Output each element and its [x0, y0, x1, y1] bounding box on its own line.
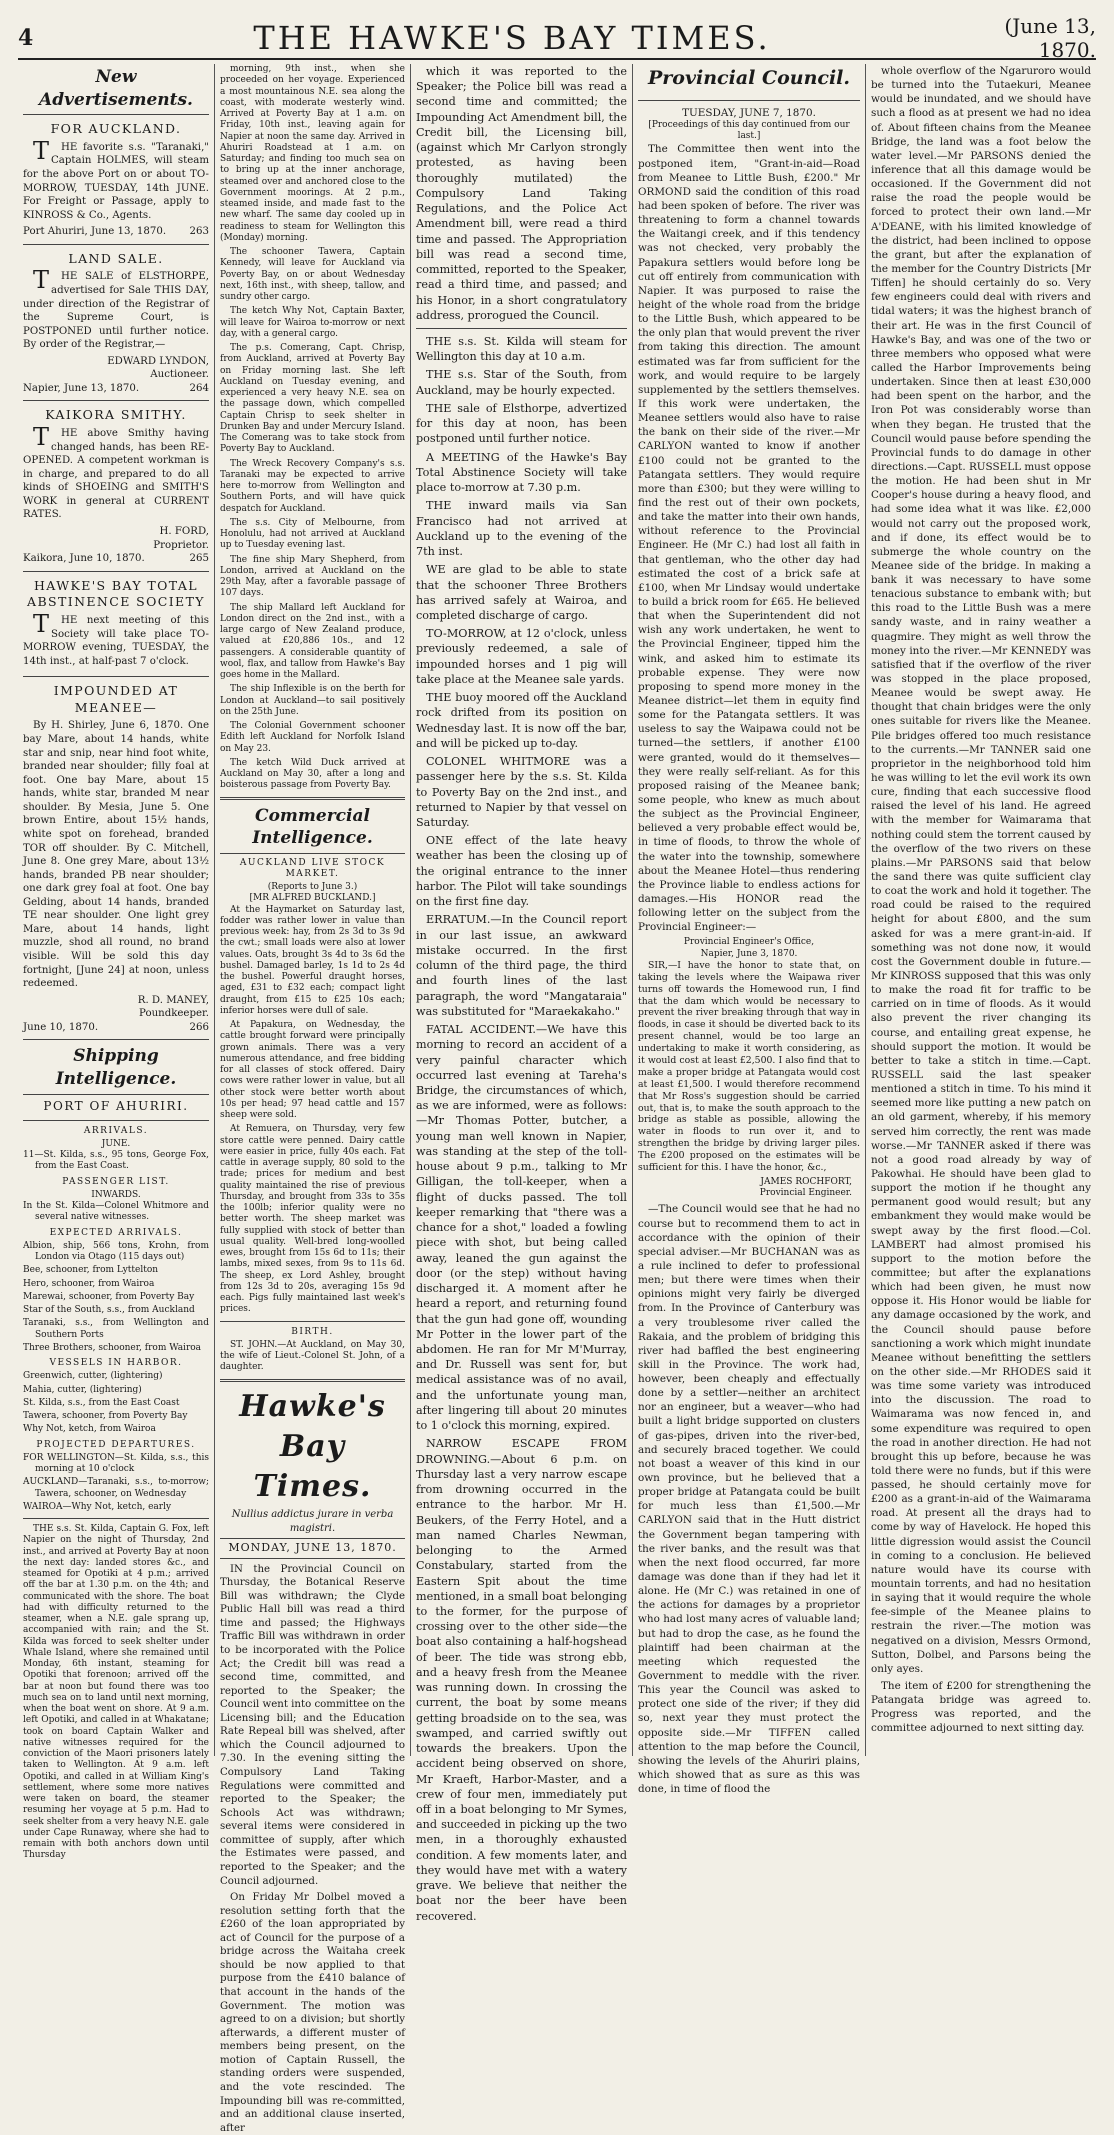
ad-number: 263	[189, 226, 209, 238]
masthead	[18, 14, 1096, 62]
shipping-intelligence-heading: Shipping Intelligence.	[23, 1045, 209, 1094]
shipping-paragraph: The Colonial Government schooner Edith left Auckland for Norfolk Island on May 23.	[220, 721, 405, 754]
vessel-entry: Why Not, ketch, from Wairoa	[23, 1424, 156, 1435]
news-paragraph: TO-MORROW, at 12 o'clock, unless previously redeemed, a sale of impounded horses and 1 pig will take place at the Meanee sale yards.	[416, 627, 627, 686]
vessel-entry: Greenwich, cutter, (lightering)	[23, 1371, 163, 1382]
news-paragraph: ERRATUM.—In the Council report in our last issue, an awkward mistake occurred. In the first column of the third page, the third and fourth lines of the last paragraph, the word "Mangataraia" was substituted for "Maraekakaho."	[416, 913, 627, 1018]
ad-impounded	[23, 683, 209, 1040]
news-paragraph: THE s.s. Star of the South, from Auckland, may be hourly expected.	[416, 368, 627, 397]
expected-arrivals-heading: EXPECTED ARRIVALS.	[49, 1227, 183, 1238]
shipping-paragraph: The Wreck Recovery Company's s.s. Taranaki may be expected to arrive here to-morrow from Wellington and Southern Ports, and will have quick despatch for Auckland.	[220, 458, 405, 514]
news-paragraph: ONE effect of the late heavy weather has been the closing up of the original entrance to the inner harbor. The Pilot will take soundings on the first fine day.	[416, 834, 627, 909]
editorial-date: MONDAY, JUNE 13, 1870.	[220, 1538, 405, 1559]
departure-entry: WAIROA—Why Not, ketch, early	[23, 1501, 172, 1512]
council-paragraph: —The Council would see that he had no course but to recommend them to act in accordance with the opinion of their special adviser.—Mr BUCHANAN was as a rule inclined to defer to professional men; but there were times when their opinions might very fairly be diverged from. In the Province of Canterbury was a very troublesome river called the Rakaia, and the problem of bridging this river had baffled the best engineering skill in the Province. The work had, however, been cheaply and effectually done by a settler—neither an architect nor an engineer, but a weaver—who had built a light bridge supported on clusters of gas-pipes, driven into the river-bed, and securely braced together. We could not boast a weaver of this kind in our own province, but he believed that a proper bridge at Patangata could be built for much less than £1,500.—Mr CARLYON said that in the Hutt district the Government began tampering with the river banks, and the result was that when the next flood occurred, far more damage was done than if they had let it alone. He (Mr C.) was retained in one of the actions for damages by a proprietor who had lost many acres of valuable land; but had to drop the case, as he found the plaintiff had been chairman at the meeting which requested the Government to meddle with the river. This year the Council was asked to protect one side of the river; if they did so, next year they must protect the opposite side.—Mr TIFFEN called attention to the map before the Council, showing the levels of the Ahuriri plains, which showed that as sure as this was done, in time of flood the	[638, 1203, 860, 1796]
ad-title: KAIKORA SMITHY.	[45, 407, 187, 423]
ad-place: June 10, 1870.	[23, 1021, 99, 1033]
letter-signature-role: Provincial Engineer.	[759, 1188, 852, 1199]
commercial-intelligence-heading: Commercial Intelligence.	[220, 805, 405, 854]
letter-heading: Provincial Engineer's Office,	[683, 937, 815, 948]
divider	[638, 100, 860, 101]
departure-entry: FOR WELLINGTON—St. Kilda, s.s., this morning at 10 o'clock	[23, 1452, 209, 1475]
news-paragraph: WE are glad to be able to state that the schooner Three Brothers has arrived safely at Wairoa, and completed discharge of cargo.	[416, 563, 627, 622]
arrival-entry: 11—St. Kilda, s.s., 95 tons, George Fox, from the East Coast.	[23, 1150, 209, 1172]
ad-place: Napier, June 13, 1870.	[23, 382, 140, 394]
newspaper-title: THE HAWKE'S BAY TIMES.	[253, 19, 771, 57]
divider	[220, 1379, 405, 1382]
editorial-paper-title: Hawke's Bay Times.	[239, 1388, 386, 1504]
news-paragraph: COLONEL WHITMORE was a passenger here by the s.s. St. Kilda to Poverty Bay on the 2nd inst., and returned to Napier by that vessel on Saturday.	[416, 755, 627, 830]
ad-footer	[23, 552, 209, 566]
market-paragraph: At the Haymarket on Saturday last, fodder was rather lower in value than previous week: hay, from 2s 3d to 3s 9d the cwt.; small loads were also at lower values. Oats, brought 3s 4d to 3s 6d the bushel. Damaged barley, 1s 1d to 2s 4d the bushel. Powerful draught horses, aged, £31 to £32 each; compact light draught, from £15 to £25 10s each; inferior horses were dull of sale.	[220, 904, 405, 1016]
shipping-paragraph: The fine ship Mary Shepherd, from London, arrived at Auckland on the 29th May, after a favorable passage of 107 days.	[220, 554, 405, 599]
council-note: [Proceedings of this day continued from our last.]	[648, 119, 850, 142]
editorial-paragraph: IN the Provincial Council on Thursday, the Botanical Reserve Bill was withdrawn; the Clyde Public Hall bill was read a third time and passed; the Highways Traffic Bill was withdrawn in order to be incorporated with the Police Act; the Credit bill was read a second time, committed, and reported to the Speaker; the Council went into committee on the Licensing bill; and the Education Rate Repeal bill was shelved, after which the Council adjourned to 7.30. In the evening sitting the Compulsory Land Taking Regulations were committed and reported to the Speaker; the Schools Act was withdrawn; several items were considered in committee of supply, after which the Estimates were passed, and reported to the Speaker; and the Council adjourned.	[220, 1563, 405, 1887]
shipping-paragraph: morning, 9th inst., when she proceeded on her voyage. Experienced a most mountainous N.E. sea along the coast, with moderate westerly wind. Arrived at Poverty Bay at 1 a.m. on Friday, 10th inst., leaving again for Napier at noon the same day. Arrived in Ahuriri Roadstead at 1 a.m. on Saturday; and finding too much sea on to bring up at the inner anchorage, steamed over and anchored close to the Government moorings. At 2 p.m., steamed inside, and made fast to the new wharf. The same day cooled up in readiness to steam for Wellington this (Monday) morning.	[220, 64, 405, 243]
expected-entry: Hero, schooner, from Wairoa	[23, 1278, 155, 1289]
ad-body: T HE next meeting of this Society will take place TO-MORROW evening, TUESDAY, the 14th inst., at half-past 7 o'clock.	[23, 609, 209, 667]
drop-cap: T	[33, 266, 50, 295]
divider	[220, 1321, 405, 1322]
expected-entry: Star of the South, s.s., from Auckland	[23, 1305, 195, 1316]
shipping-paragraph: The s.s. City of Melbourne, from Honolulu, had not arrived at Auckland up to Tuesday evening last.	[220, 517, 405, 551]
expected-entry: Albion, ship, 566 tons, Krohn, from London via Otago (115 days out)	[23, 1240, 209, 1263]
ad-signature: R. D. MANEY,	[137, 994, 209, 1006]
council-date: TUESDAY, JUNE 7, 1870.	[682, 106, 816, 119]
shipping-report: THE s.s. St. Kilda, Captain G. Fox, left Napier on the night of Thursday, 2nd inst., and arrived at Poverty Bay at noon the next day: landed stores &c., and steamed for Opotiki at 4 p.m.; arrived off the bar at 1.30 p.m. on the 4th; and communicated with the shore. The boat had with difficulty returned to the steamer, when a N.E. gale sprang up, accompanied with rain; and the St. Kilda was forced to seek shelter under Whale Island, where she remained until Monday, 6th instant, steaming for Opotiki that forenoon; arrived off the bar at noon but found there was too much sea on to land until next morning, when the boat went on shore. At 9 a.m. left Opotiki, and called in at Whakatane; took on board Captain Walker and native witnesses required for the conviction of the Maori prisoners lately taken to Wellington. At 9 a.m. left Opotiki, and called in at William King's settlement, where some more natives were taken on board, the steamer resuming her voyage at 5 p.m. Had to seek shelter from a very heavy N.E. gale under Cape Runaway, where she had to remain with both anchors down until Thursday	[23, 1524, 209, 1861]
column-5	[865, 64, 1096, 1756]
expected-entry: Bee, schooner, from Lyttelton	[23, 1265, 159, 1276]
ad-number: 265	[189, 553, 209, 565]
column-1	[18, 64, 214, 1861]
council-paragraph: The Committee then went into the postponed item, "Grant-in-aid—Road from Meanee to Little Bush, £200." Mr ORMOND said the condition of this road had been spoken of before. The river was threatening to form a channel towards the Waitangi creek, and if this tendency was not checked, very probably the Papakura settlers would before long be cut off entirely from communication with Napier. It was purposed to raise the height of the whole road from the bridge to the Little Bush, which appeared to be the only plan that would prevent the river from taking this direction. The amount estimated was far from sufficient for the work, and would require to be largely supplemented by the settlers themselves. If this work were undertaken, the Meanee settlers would also have to raise the bank on their side of the river.—Mr CARLYON wanted to know if another £100 could not be granted to the Patangata settlers. They would require more than £300; but they were willing to find the rest out of their own pockets, and take the matter into their own hands, without reference to the Provincial Engineer. He (Mr C.) had lost all faith in that gentleman, who the other day had estimated the cost of a brick safe at £100, when Mr Lindsay would undertake to build a brick room for £65. He believed that when the Superintendent did not wish any work undertaken, he went to the Provincial Engineer, tipped him the wink, and asked him to estimate its probable expense. They were now proposing to spend more money in the Meanee district—let them in equity find some for the Patangata settlers. It was useless to say the Waipawa could not be turned—the settlers, if another £100 were granted, would do it themselves—they were really self-reliant. As for this proposed raising of the Meanee bank; some people, who knew as much about the subject as the Provincial Engineer, believed a very probable effect would be, in time of floods, to throw the whole of the water into the township, somewhere about the Meanee Hotel—thus rendering the Province liable to endless actions for damages.—His HONOR read the following letter on the subject from the Provincial Engineer:—	[638, 143, 860, 934]
inwards-entry: In the St. Kilda—Colonel Whitmore and several native witnesses.	[23, 1201, 209, 1223]
ad-signature: H. FORD,	[159, 526, 209, 538]
issue-date: (June 13, 1870.	[1004, 14, 1096, 62]
column-2	[214, 64, 410, 2134]
ad-abstinence-society	[23, 578, 209, 678]
drop-cap: T	[33, 423, 50, 452]
divider	[23, 1518, 209, 1519]
ad-body: T HE favorite s.s. "Taranaki," Captain HOLMES, will steam for the above Port on or about TO-MORROW, TUESDAY, 14th JUNE. For Freight or Passage, apply to KINROSS & Co., Agents.	[23, 136, 209, 221]
vessel-entry: St. Kilda, s.s., from the East Coast	[23, 1397, 180, 1408]
birth-heading: BIRTH.	[291, 1326, 334, 1337]
engineer-letter: SIR,—I have the honor to state that, on taking the levels where the Waipawa river turns off towards the Homewood run, I find that the dam which would be necessary to prevent the river breaking through that way in floods, in case it should be diverted back to its present channel, would be too large an undertaking to make it worth considering, as it would cost at least £2,500. I also find that to make a proper bridge at Patangata would cost at least £1,500. I would therefore recommend that Mr Ross's suggestion should be carried out, that is, to make the south approach to the bridge as stable as possible, allowing the water in floods to run over it, and to strengthen the bridge by driving larger piles. The £200 proposed on the estimates will be sufficient for this. I have the honor, &c.,	[638, 959, 860, 1173]
letter-signature: JAMES ROCHFORT,	[760, 1176, 852, 1187]
market-title: AUCKLAND LIVE STOCK MARKET.	[239, 857, 386, 879]
drop-cap: T	[33, 136, 50, 165]
paper-motto: Nullius addictus jurare in verba magistri.	[231, 1509, 394, 1534]
ad-body: By H. Shirley, June 6, 1870. One bay Mare, about 14 hands, white star and snip, near hind foot white, branded near shoulder; filly foal at foot. One bay Mare, about 15 hands, white star, branded M near shoulder. By Mesia, June 5. One brown Entire, about 15½ hands, white spot on forehead, branded TOR off shoulder. By C. Mitchell, June 8. One grey Mare, about 13½ hands, branded PB near shoulder; one dark grey foal at foot. One bay Gelding, about 14 hands, branded TE near shoulder. One light grey Mare, about 14 hands, light muzzle, shod all round, no brand visible. Will be sold this day fortnight, [June 24] at noon, unless redeemed.	[23, 720, 209, 990]
ad-kaikora-smithy	[23, 407, 209, 571]
ad-footer	[23, 1021, 209, 1035]
shipping-paragraph: The ship Inflexible is on the berth for London at Auckland—to sail positively on the 25th June.	[220, 684, 405, 717]
column-3	[410, 64, 632, 1923]
news-paragraph: A MEETING of the Hawke's Bay Total Abstinence Society will take place to-morrow at 7.30 p.m.	[416, 450, 627, 495]
ad-signature: EDWARD LYNDON,	[107, 355, 209, 367]
shipping-paragraph: The schooner Tawera, Captain Kennedy, will leave for Auckland via Poverty Bay, on or about Wednesday next, 16th inst., with sheep, tallow, and sundry other cargo.	[220, 247, 405, 302]
new-advertisements-heading: New Advertisements.	[23, 66, 209, 115]
shipping-paragraph: The ship Mallard left Auckland for London direct on the 2nd inst., with a large cargo of New Zealand produce, valued at £20,886 10s., and 12 passengers. A considerable quantity of wool, flax, and tallow from Hawke's Bay goes home in the Mallard.	[220, 602, 405, 680]
arrivals-heading: ARRIVALS.	[83, 1125, 149, 1136]
provincial-council-heading: Provincial Council.	[647, 67, 850, 89]
ad-signature-role: Auctioneer.	[150, 369, 209, 381]
news-paragraph: THE sale of Elsthorpe, advertized for this day at noon, has been postponed until further notice.	[416, 401, 627, 446]
expected-entry: Marewai, schooner, from Poverty Bay	[23, 1291, 195, 1302]
ad-place: Port Ahuriri, June 13, 1870.	[23, 226, 167, 238]
ad-land-sale	[23, 251, 209, 402]
news-paragraph: THE inward mails via San Francisco had not arrived at Auckland up to the evening of the 7th inst.	[416, 499, 627, 559]
market-reporter: [MR ALFRED BUCKLAND.]	[249, 893, 376, 904]
news-paragraph: THE buoy moored off the Auckland rock drifted from its position on Wednesday last. It is now off the bar, and will be picked up to-day.	[416, 691, 627, 750]
editorial-paragraph: On Friday Mr Dolbel moved a resolution setting forth that the £260 of the loan appropriated by act of Council for the purpose of a bridge across the Waitaha creek should be now applied to that purpose from the £410 balance of that account in the hands of the Government. The motion was agreed to on a division; but shortly afterwards, a different muster of members being present, on the motion of Captain Russell, the standing orders were suspended, and the vote rescinded. The Impounding bill was re-committed, and an additional clause inserted, after	[220, 1892, 405, 2134]
shipping-paragraph: The p.s. Comerang, Capt. Chrisp, from Auckland, arrived at Poverty Bay on Friday morning last. She left Auckland on Tuesday evening, and experienced a very heavy N.E. sea on the passage down, which compelled Captain Chrisp to seek shelter in Drunken Bay and under Mercury Island. The Comerang was to take stock from Poverty Bay to Auckland.	[220, 343, 405, 455]
ad-title: IMPOUNDED AT MEANEE—	[53, 683, 179, 715]
news-paragraph: THE s.s. St. Kilda will steam for Wellington this day at 10 a.m.	[416, 334, 627, 364]
market-paragraph: At Papakura, on Wednesday, the cattle brought forward were principally grown animals. There was a very numerous attendance, and free bidding for all classes of stock offered. Dairy cows were rather lower in value, but all other stock were better worth about 10s per head; 97 head cattle and 157 sheep were sold.	[220, 1020, 405, 1121]
ad-body: T HE above Smithy having changed hands, has been RE-OPENED. A competent workman is in charge, and prepared to do all kinds of SHOEING and SMITH'S WORK in general at CURRENT RATES.	[23, 423, 209, 521]
ad-signature-role: Proprietor.	[153, 539, 209, 551]
ad-number: 266	[189, 1021, 209, 1033]
divider	[220, 797, 405, 800]
ad-body: T HE SALE of ELSTHORPE, advertised for Sale THIS DAY, under direction of the Registrar of the Supreme Court, is POSTPONED until further notice. By order of the Registrar,—	[23, 266, 209, 351]
vessel-entry: Mahia, cutter, (lightering)	[23, 1384, 142, 1395]
ad-title: FOR AUCKLAND.	[50, 121, 182, 137]
ad-title: HAWKE'S BAY TOTAL ABSTINENCE SOCIETY	[27, 577, 205, 610]
divider	[23, 1120, 209, 1121]
expected-entry: Three Brothers, schooner, from Wairoa	[23, 1342, 202, 1353]
ad-number: 264	[189, 382, 209, 394]
council-paragraph: whole overflow of the Ngaruroro would be turned into the Tutaekuri, Meanee would be inundated, and we should have such a flood as at present we had no idea of. About fifteen chains from the Meanee Bridge, the land was a foot below the water level.—Mr PARSONS denied the inference that all this damage would be occasioned. If the Government did not raise the road the people would be forced to protect their own land.—Mr A'DEANE, with his limited knowledge of the district, had been inclined to oppose the grant, but after the explanation of the member for the Country Districts [Mr Tiffen] he should certainly do so. Very few engineers could deal with rivers and tidal waters; it was the highest branch of their art. He was in the first Council of Hawke's Bay, and was one of the two or three members who opposed what were called the Harbor Improvements being undertaken. Since then at least £30,000 had been spent on the harbor, and the Iron Pot was considerably worse than when they began. He trusted that the Council would pause before spending the Provincial funds to do damage in other directions.—Capt. RUSSELL must oppose the motion. He had been shut in Mr Cooper's house during a heavy flood, and had some idea what it was like. £2,000 would not carry out the proposed work, and if done, its effect would be to submerge the whole country on the Meanee side of the bridge. In making a bank it was necessary to have some tenacious substance to embank with; but this road to the Little Bush was a mere sandy waste, and in rainy weather a quagmire. They might as well throw the money into the river.—Mr KENNEDY was satisfied that if the overflow of the river was stopped in the place proposed, Meanee would be swept away. He thought that chain bridges were the only ones suitable for rivers like the Meanee. Pile bridges offered too much resistance to the currents.—Mr TANNER said one proprietor in the neighborhood told him he was willing to let the evil work its own cure, finding that each successive flood raised the level of his land. He agreed with the member for Waimarama that nothing could stem the torrent caused by the overflow of the two rivers on these plains.—Mr PARSONS said that below the sand there was quite sufficient clay to coat the work and hold it together. The road could be raised to the required height for about £800, and the sum asked for was a mere grant-in-aid. If something was not done now, it would cost the Government double in future.—Mr KINROSS supposed that this was only to make the road fit for traffic to be carried on in time of floods. As it would also prevent the river changing its course, and entailing great expense, he should support the motion. It would be better to take a stitch in time.—Capt. RUSSELL said the last speaker mentioned a stitch in time. To his mind it seemed more like putting a new patch on an old garment, whereby, if his memory served him correctly, the rent was made worse.—Mr TANNER asked if there was not a good road already by way of Pakowhai. He should have been glad to support the motion if he thought any permanent good would result; but any embankment they would make would be swept away by the first flood.—Col. LAMBERT had almost promised his support to the motion before the committee; but after the explanations which had been given, he must now oppose it. His Honor would be liable for any damage occasioned by the work, and the Council should pause before sanctioning a work which might inundate Meanee without benefitting the settlers on the other side.—Mr RHODES said it was time some variety was introduced into the discussion. The road to Waimarama was now fenced in, and some expenditure was required to open the road in another direction. He had not brought this up before, because he was told there were no funds, but if this were passed, he should certainly move for £200 as a grant-in-aid of the Waimarama road. At present all the drays had to come by way of Havelock. He hoped this little digression would assist the Council in coming to a conclusion. He believed nature would have its course with mountain torrents, and had no hesitation in saying that it would require the whole fee-simple of the Meanee plains to restrain the river.—The motion was negatived on a division, Messrs Ormond, Sutton, Dolbel, and Parsons being the only ayes.	[871, 65, 1091, 1675]
ad-for-auckland	[23, 121, 209, 245]
ad-title: LAND SALE.	[68, 250, 164, 266]
expected-entry: Taranaki, s.s., from Wellington and Southern Ports	[23, 1318, 209, 1340]
projected-departures-heading: PROJECTED DEPARTURES.	[36, 1439, 196, 1450]
drop-cap: T	[33, 609, 50, 638]
vessels-in-harbor-heading: VESSELS IN HARBOR.	[49, 1358, 183, 1369]
departure-entry: AUCKLAND—Taranaki, s.s., to-morrow; Tawera, schooner, on Wednesday	[23, 1477, 209, 1499]
ad-place: Kaikora, June 10, 1870.	[23, 553, 145, 565]
birth-notice: ST. JOHN.—At Auckland, on May 30, the wife of Lieut.-Colonel St. John, of a daughter.	[220, 1339, 405, 1373]
inwards-heading: INWARDS.	[91, 1189, 141, 1200]
arrivals-month: JUNE.	[101, 1138, 131, 1149]
ad-footer	[23, 225, 209, 239]
column-4	[632, 64, 865, 1796]
news-paragraph: NARROW ESCAPE FROM DROWNING.—About 6 p.m. on Thursday last a very narrow escape from drowning occurred in the entrance to the harbor. Mr H. Beukers, of the Ferry Hotel, and a man named Charles Newman, belonging to the Armed Constabulary, started from the Eastern Spit about the time mentioned, in a small boat belonging to the former, for the purpose of crossing over to the other side—the boat also containing a half-hogshead of beer. The tide was strong ebb, and a heavy fresh from the Meanee was running down. In crossing the current, the boat by some means getting broadside on to the sea, was swamped, and carried swiftly out towards the breakers. Upon the accident being observed on shore, Mr Kraeft, Harbor-Master, and a crew of four men, immediately put off in a boat belonging to Mr Symes, and succeeded in picking up the two men, in a thoroughly exhausted condition. A few moments later, and they would have met with a watery grave. We believe that neither the boat nor the beer have been recovered.	[416, 1437, 627, 1923]
ad-footer	[23, 382, 209, 396]
shipping-paragraph: The ketch Wild Duck arrived at Auckland on May 30, after a long and boisterous passage from Poverty Bay.	[220, 757, 405, 791]
letter-heading-date: Napier, June 3, 1870.	[700, 948, 798, 959]
passenger-list-heading: PASSENGER LIST.	[62, 1176, 170, 1187]
divider	[416, 328, 627, 329]
vessel-entry: Tawera, schooner, from Poverty Bay	[23, 1411, 188, 1422]
ad-signature-role: Poundkeeper.	[139, 1008, 209, 1020]
port-heading: PORT OF AHURIRI.	[43, 1098, 189, 1113]
news-paragraph: FATAL ACCIDENT.—We have this morning to record an accident of a very painful character which occurred last evening at Tareha's Bridge, the circumstances of which, as we are informed, were as follows:—Mr Thomas Potter, butcher, a young man well known in Napier, was standing at the step of the toll-house about 9 p.m., talking to Mr Gilligan, the toll-keeper, when a flight of ducks passed. The toll keeper remarking that "there was a chance for a shot," loaded a fowling piece with shot, but being called away, leaned the gun against the door (or the step) without having discharged it. A moment after he heard a report, and returning found that the gun had gone off, wounding Mr Potter in the lower part of the abdomen. He ran for Mr M'Murray, and Dr. Russell was sent for, but medical assistance was of no avail, and the unfortunate young man, after lingering till about 20 minutes to 1 o'clock this morning, expired.	[416, 1023, 627, 1433]
market-paragraph: At Remuera, on Thursday, very few store cattle were penned. Dairy cattle were easier in price, fully 40s each. Fat cattle in average supply, 80 sold to the trade; prices for medium and best quality maintained the rise of previous Thursday, and brought from 33s to 35s the 100lb; inferior quality were no better worth. The sheep market was fully supplied with stock of better than usual quality. Well-bred long-woolled ewes, brought from 15s 6d to 11s; their lambs, mixed sexes, from 9s to 11s 6d. The sheep, ex Lord Ashley, brought from 12s 3d to 20s, averaging 15s 9d each. Pigs fully maintained last week's prices.	[220, 1124, 405, 1315]
page-number: 4	[18, 25, 34, 51]
council-paragraph: The item of £200 for strengthening the Patangata bridge was agreed to. Progress was reported, and the committee adjourned to next sitting day.	[871, 1680, 1091, 1735]
market-subtitle: (Reports to June 3.)	[267, 882, 358, 893]
news-paragraph: which it was reported to the Speaker; the Police bill was read a second time and committed; the Impounding Act Amendment bill, the Credit bill, the Licensing bill, (against which Mr Carlyon strongly protested, as having been thoroughly mutilated) the Compulsory Land Taking Regulations, and the Police Act Amendment bill, were read a third time and passed. The Appropriation bill was read a second time, committed, reported to the Speaker, read a third time, and passed; and his Honor, in a short congratulatory address, prorogued the Council.	[416, 65, 627, 322]
shipping-paragraph: The ketch Why Not, Captain Baxter, will leave for Wairoa to-morrow or next day, with a general cargo.	[220, 306, 405, 339]
